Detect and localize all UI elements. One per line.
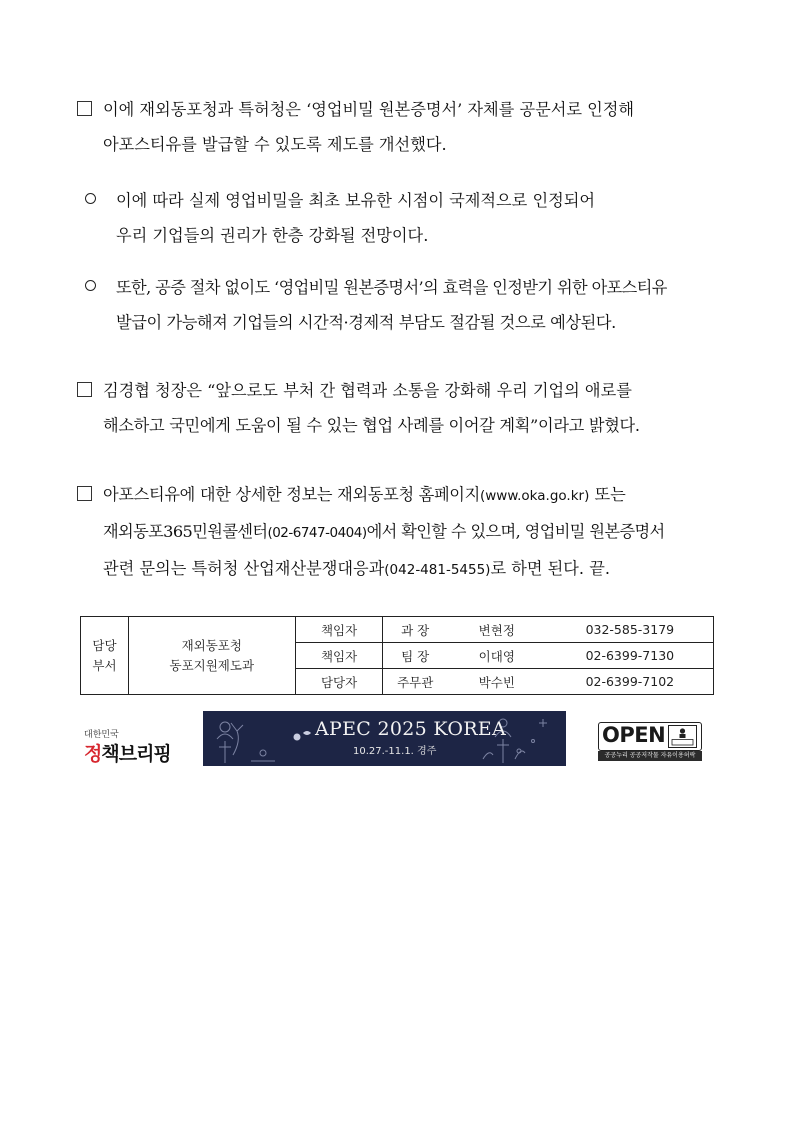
paragraph-text: 로 하면 된다. 끝. [490,559,611,578]
paragraph-text: 아포스티유에 대한 상세한 정보는 재외동포청 홈페이지 [103,485,480,504]
paragraph-system-improvement [77,92,634,162]
contact-name: 박수빈 [447,669,547,695]
sub-bullet-cost-reduction [85,270,667,340]
callcenter-phone: (02-6747-0404) [267,525,367,541]
circle-bullet-icon [85,280,96,291]
paragraph-commissioner-quote [77,373,640,443]
contact-phone: 032-585-3179 [547,617,714,643]
attribution-person-icon [668,725,697,748]
contact-title: 과 장 [383,617,447,643]
paragraph-contact-info [77,477,665,588]
paragraph-text: 이에 재외동포청과 특허청은 ‘영업비밀 원본증명서’ 자체를 공문서로 인정해 [103,100,635,119]
contact-table [80,616,714,695]
apec-banner[interactable] [203,711,566,766]
paragraph-text: 김경협 청장은 “앞으로도 부처 간 협력과 소통을 강화해 우리 기업의 애로를 [103,381,632,400]
table-row [81,617,714,643]
apec-dates: 10.27.-11.1. 경주 [353,746,437,757]
contact-name: 이대영 [447,643,547,669]
paragraph-text: 재외동포365민원콜센터 [103,522,268,541]
kogl-open-license-logo [598,722,702,761]
paragraph-text: 또한, 공증 절차 없이도 ‘영업비밀 원본증명서’의 효력을 인정받기 위한 아포스티유 [116,278,667,297]
paragraph-text: 아포스티유를 발급할 수 있도록 제도를 개선했다. [103,135,447,154]
paragraph-text: 관련 문의는 특허청 산업재산분쟁대응과 [103,559,385,578]
policy-briefing-logo [84,727,174,767]
kipo-phone: (042-481-5455) [384,562,491,578]
square-bullet-icon [77,101,92,116]
contact-role: 책임자 [295,617,383,643]
contact-role: 책임자 [295,643,383,669]
square-bullet-icon [77,486,92,501]
paragraph-text: 이에 따라 실제 영업비밀을 최초 보유한 시점이 국제적으로 인정되어 [116,191,596,210]
open-logo-word: OPEN [602,723,666,747]
website-link[interactable]: (www.oka.go.kr) [479,488,590,504]
department-name: 재외동포청 동포지원제도과 [128,617,295,695]
sub-bullet-expected-effect [85,183,595,253]
contact-name: 변현정 [447,617,547,643]
briefing-logo-small-text: 대한민국 [84,730,119,740]
paragraph-text: 또는 [589,485,626,504]
contact-title: 팀 장 [383,643,447,669]
briefing-logo-text: 정책브리핑 [84,743,171,765]
contact-phone: 02-6399-7130 [547,643,714,669]
paragraph-text: 발급이 가능해져 기업들의 시간적·경제적 부담도 절감될 것으로 예상된다. [116,313,616,332]
square-bullet-icon [77,382,92,397]
kogl-strip-text: 공공누리 공공저작물 자유이용허락 [598,751,702,761]
apec-title: APEC 2025 KOREA [315,718,507,740]
paragraph-text: 해소하고 국민에게 도움이 될 수 있는 협업 사례를 이어갈 계획”이라고 밝혔다. [103,416,640,435]
circle-bullet-icon [85,193,96,204]
contact-title: 주무관 [383,669,447,695]
paragraph-text: 우리 기업들의 권리가 한층 강화될 전망이다. [116,226,429,245]
department-label: 담당 부서 [81,617,129,695]
contact-role: 담당자 [295,669,383,695]
contact-phone: 02-6399-7102 [547,669,714,695]
paragraph-text: 에서 확인할 수 있으며, 영업비밀 원본증명서 [366,522,665,541]
